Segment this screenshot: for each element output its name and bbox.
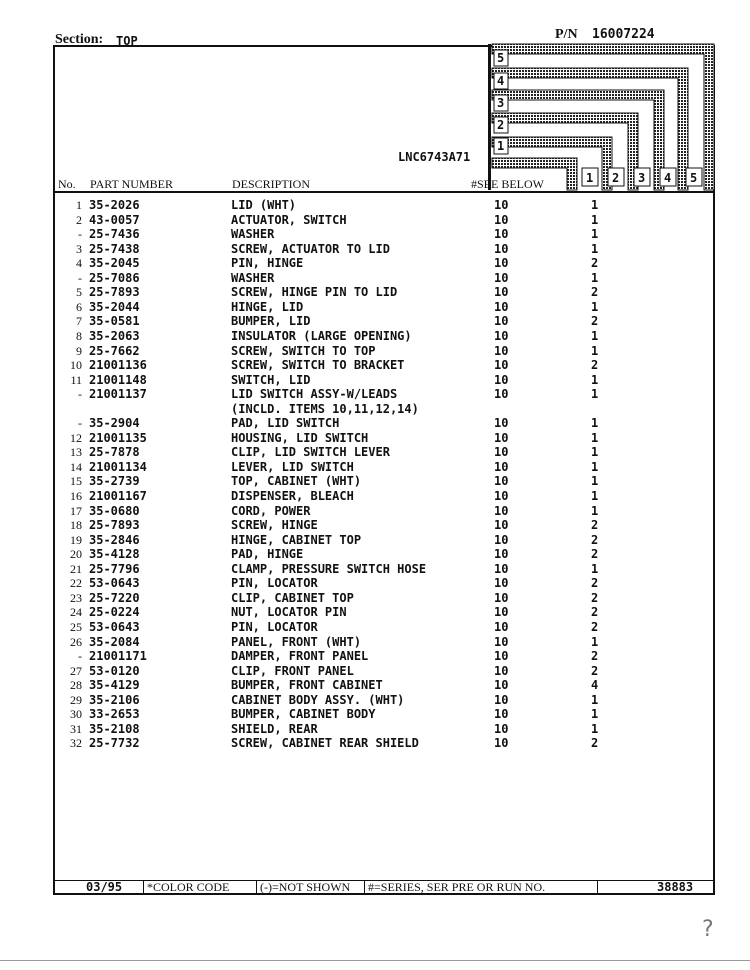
row-number: 20 — [70, 547, 82, 562]
row-number: 17 — [70, 503, 82, 518]
row-number: 15 — [70, 474, 82, 489]
row-quantity: 2 — [591, 649, 599, 664]
row-series: 10 — [494, 299, 509, 314]
row-description: CLIP, CABINET TOP — [231, 590, 354, 605]
row-part-number: 35-4128 — [89, 547, 140, 562]
row-quantity: 1 — [591, 387, 599, 402]
row-series: 10 — [494, 692, 509, 707]
row-number: 18 — [70, 518, 82, 533]
table-row — [0, 635, 750, 649]
row-series: 10 — [494, 227, 509, 242]
row-quantity: 2 — [591, 547, 599, 562]
row-number: 21 — [70, 561, 82, 576]
table-row — [0, 547, 750, 561]
row-part-number: 25-7662 — [89, 343, 140, 358]
row-series: 10 — [494, 605, 509, 620]
row-description: CORD, POWER — [231, 503, 311, 518]
pn-label: P/N — [555, 27, 578, 42]
table-row — [0, 620, 750, 634]
series-label-3: 3 — [497, 96, 505, 110]
row-description: HOUSING, LID SWITCH — [231, 430, 369, 445]
row-series: 10 — [494, 663, 509, 678]
table-row — [0, 329, 750, 343]
page-edge-rule — [0, 960, 750, 961]
row-series: 10 — [494, 474, 509, 489]
row-quantity: 2 — [591, 590, 599, 605]
row-number: 9 — [76, 343, 82, 358]
row-quantity: 1 — [591, 212, 599, 227]
row-description: SCREW, SWITCH TO BRACKET — [231, 358, 405, 373]
row-number: 6 — [76, 299, 82, 314]
footer-divider — [364, 880, 365, 894]
row-description: LID SWITCH ASSY-W/LEADS — [231, 387, 398, 402]
table-row — [0, 271, 750, 285]
row-description: LID (WHT) — [231, 198, 297, 212]
row-part-number: 35-2044 — [89, 299, 140, 314]
row-number: 4 — [76, 256, 82, 271]
row-part-number: 21001137 — [89, 387, 147, 402]
row-quantity: 2 — [591, 532, 599, 547]
table-row — [0, 242, 750, 256]
footer-series-note: #=SERIES, SER PRE OR RUN NO. — [368, 880, 546, 894]
row-number: 11 — [70, 372, 82, 387]
row-part-number: 35-2026 — [89, 198, 140, 212]
row-description: INSULATOR (LARGE OPENING) — [231, 328, 412, 343]
table-row — [0, 402, 750, 416]
row-series: 10 — [494, 707, 509, 722]
row-series: 10 — [494, 532, 509, 547]
table-row — [0, 605, 750, 619]
row-part-number: 53-0120 — [89, 663, 140, 678]
table-row — [0, 474, 750, 488]
table-row — [0, 416, 750, 430]
header-rule — [53, 191, 715, 193]
row-part-number: 35-2084 — [89, 634, 140, 649]
row-description: HINGE, CABINET TOP — [231, 532, 362, 547]
row-part-number: 33-2653 — [89, 707, 140, 722]
row-series: 10 — [494, 328, 509, 343]
footer-not-shown: (-)=NOT SHOWN — [260, 880, 351, 894]
row-description: SWITCH, LID — [231, 372, 311, 387]
row-description: DISPENSER, BLEACH — [231, 489, 354, 503]
table-row — [0, 504, 750, 518]
row-series: 10 — [494, 503, 509, 518]
row-number: 27 — [70, 663, 82, 678]
row-quantity: 2 — [591, 314, 599, 329]
row-part-number: 35-2045 — [89, 256, 140, 271]
row-number: 31 — [70, 721, 82, 736]
row-description: SHIELD, REAR — [231, 721, 318, 736]
table-row — [0, 576, 750, 590]
table-row — [0, 431, 750, 445]
row-description: CABINET BODY ASSY. (WHT) — [231, 692, 405, 707]
row-part-number: 21001136 — [89, 358, 147, 373]
series-col-2: 2 — [612, 171, 620, 185]
row-description: SCREW, ACTUATOR TO LID — [231, 241, 390, 256]
row-number: 7 — [76, 314, 82, 329]
table-row — [0, 533, 750, 547]
row-description: SCREW, CABINET REAR SHIELD — [231, 736, 419, 751]
table-row — [0, 445, 750, 459]
pn-value: 16007224 — [592, 27, 655, 42]
table-row — [0, 562, 750, 576]
margin-mark: ? — [702, 917, 714, 942]
table-row — [0, 373, 750, 387]
row-quantity: 1 — [591, 489, 599, 503]
row-series: 10 — [494, 430, 509, 445]
row-number: 2 — [76, 212, 82, 227]
row-number: 14 — [70, 459, 82, 474]
row-number: 13 — [70, 445, 82, 460]
row-series: 10 — [494, 372, 509, 387]
row-description: PANEL, FRONT (WHT) — [231, 634, 362, 649]
row-description: PAD, LID SWITCH — [231, 416, 340, 431]
col-header-description: DESCRIPTION — [232, 177, 311, 191]
row-series: 10 — [494, 445, 509, 460]
row-number: 12 — [70, 430, 82, 445]
row-part-number: 35-2739 — [89, 474, 140, 489]
table-row — [0, 227, 750, 241]
section-label: Section: — [55, 32, 104, 47]
col-header-no: No. — [58, 177, 76, 191]
table-row — [0, 707, 750, 721]
row-series: 10 — [494, 256, 509, 271]
footer-doc-number: 38883 — [657, 880, 694, 894]
row-quantity: 4 — [591, 678, 599, 693]
row-part-number: 53-0643 — [89, 576, 140, 591]
row-part-number: 35-2108 — [89, 721, 140, 736]
row-part-number: 53-0643 — [89, 619, 140, 634]
row-description: NUT, LOCATOR PIN — [231, 605, 347, 620]
series-col-1: 1 — [586, 171, 594, 185]
row-quantity: 1 — [591, 343, 599, 358]
row-description: WASHER — [231, 270, 275, 285]
row-series: 10 — [494, 489, 509, 503]
row-part-number: 35-2106 — [89, 692, 140, 707]
row-quantity: 2 — [591, 518, 599, 533]
table-row — [0, 722, 750, 736]
row-number: 28 — [70, 678, 82, 693]
row-quantity: 1 — [591, 372, 599, 387]
table-row — [0, 387, 750, 401]
row-series: 10 — [494, 619, 509, 634]
table-row — [0, 518, 750, 532]
table-row — [0, 344, 750, 358]
series-col-5: 5 — [690, 171, 698, 185]
row-number: 30 — [70, 707, 82, 722]
row-series: 10 — [494, 285, 509, 300]
row-number: 29 — [70, 692, 82, 707]
series-col-4: 4 — [664, 171, 672, 185]
row-part-number: 21001171 — [89, 649, 147, 664]
table-row — [0, 460, 750, 474]
footer-color-code: *COLOR CODE — [147, 880, 230, 894]
row-series: 10 — [494, 547, 509, 562]
row-description: BUMPER, CABINET BODY — [231, 707, 376, 722]
row-description: LEVER, LID SWITCH — [231, 459, 354, 474]
row-part-number: 21001135 — [89, 430, 147, 445]
row-number: - — [78, 649, 82, 664]
row-part-number: 25-7086 — [89, 270, 140, 285]
row-quantity: 1 — [591, 241, 599, 256]
row-quantity: 1 — [591, 634, 599, 649]
row-part-number: 25-7878 — [89, 445, 140, 460]
model-code: LNC6743A71 — [398, 150, 471, 164]
row-series: 10 — [494, 649, 509, 664]
series-label-2: 2 — [497, 118, 505, 132]
row-description: PAD, HINGE — [231, 547, 304, 562]
row-series: 10 — [494, 387, 509, 402]
row-series: 10 — [494, 634, 509, 649]
row-number: 26 — [70, 634, 82, 649]
row-description: PIN, HINGE — [231, 256, 304, 271]
row-number: 3 — [76, 241, 82, 256]
section-value: TOP — [116, 34, 138, 48]
series-col-3: 3 — [638, 171, 646, 185]
row-part-number: 25-7796 — [89, 561, 140, 576]
row-quantity: 1 — [591, 430, 599, 445]
row-quantity: 1 — [591, 459, 599, 474]
table-row — [0, 489, 750, 503]
row-quantity: 1 — [591, 707, 599, 722]
row-series: 10 — [494, 459, 509, 474]
row-quantity: 1 — [591, 328, 599, 343]
row-description: CLIP, LID SWITCH LEVER — [231, 445, 390, 460]
row-series: 10 — [494, 270, 509, 285]
row-quantity: 2 — [591, 605, 599, 620]
row-quantity: 1 — [591, 416, 599, 431]
row-quantity: 1 — [591, 474, 599, 489]
row-description: CLAMP, PRESSURE SWITCH HOSE — [231, 561, 427, 576]
table-row — [0, 664, 750, 678]
row-part-number: 35-4129 — [89, 678, 140, 693]
table-row — [0, 314, 750, 328]
row-part-number: 25-7436 — [89, 227, 140, 242]
row-quantity: 1 — [591, 721, 599, 736]
row-number: 32 — [70, 736, 82, 751]
row-description: ACTUATOR, SWITCH — [231, 212, 347, 227]
row-series: 10 — [494, 736, 509, 751]
row-quantity: 2 — [591, 619, 599, 634]
row-description: BUMPER, LID — [231, 314, 311, 329]
row-quantity: 1 — [591, 299, 599, 314]
row-description: SCREW, SWITCH TO TOP — [231, 343, 376, 358]
row-part-number: 25-7220 — [89, 590, 140, 605]
table-row — [0, 300, 750, 314]
row-part-number: 25-7893 — [89, 285, 140, 300]
footer-divider — [143, 880, 144, 894]
row-number: - — [78, 416, 82, 431]
table-row — [0, 213, 750, 227]
row-number: 23 — [70, 590, 82, 605]
row-number: 5 — [76, 285, 82, 300]
row-quantity: 1 — [591, 561, 599, 576]
table-row — [0, 285, 750, 299]
row-part-number: 35-2846 — [89, 532, 140, 547]
row-part-number: 35-0581 — [89, 314, 140, 329]
row-description: PIN, LOCATOR — [231, 576, 318, 591]
row-number: 24 — [70, 605, 82, 620]
footer-divider — [256, 880, 257, 894]
row-part-number: 25-7438 — [89, 241, 140, 256]
row-part-number: 35-2063 — [89, 328, 140, 343]
row-series: 10 — [494, 576, 509, 591]
row-part-number: 21001167 — [89, 489, 147, 503]
col-header-see-below: #SEE BELOW — [471, 177, 544, 191]
row-description: WASHER — [231, 227, 275, 242]
row-description: BUMPER, FRONT CABINET — [231, 678, 383, 693]
row-number: 16 — [70, 489, 82, 503]
row-number: - — [78, 227, 82, 242]
row-quantity: 2 — [591, 358, 599, 373]
row-number: 8 — [76, 328, 82, 343]
row-description: (INCLD. ITEMS 10,11,12,14) — [231, 401, 419, 416]
footer-divider — [597, 880, 598, 894]
row-quantity: 1 — [591, 692, 599, 707]
row-series: 10 — [494, 416, 509, 431]
row-description: HINGE, LID — [231, 299, 304, 314]
row-quantity: 1 — [591, 270, 599, 285]
row-part-number: 35-0680 — [89, 503, 140, 518]
row-number: - — [78, 270, 82, 285]
footer-date: 03/95 — [86, 880, 123, 894]
row-quantity: 1 — [591, 227, 599, 242]
row-series: 10 — [494, 198, 509, 212]
series-label-1: 1 — [497, 139, 505, 153]
row-number: 19 — [70, 532, 82, 547]
table-row — [0, 591, 750, 605]
table-row — [0, 256, 750, 270]
row-description: SCREW, HINGE PIN TO LID — [231, 285, 398, 300]
row-series: 10 — [494, 721, 509, 736]
table-row — [0, 358, 750, 372]
row-quantity: 1 — [591, 198, 599, 212]
row-part-number: 21001134 — [89, 459, 147, 474]
series-label-5: 5 — [497, 51, 505, 65]
row-part-number: 43-0057 — [89, 212, 140, 227]
row-part-number: 25-0224 — [89, 605, 140, 620]
row-quantity: 2 — [591, 256, 599, 271]
row-series: 10 — [494, 212, 509, 227]
row-description: DAMPER, FRONT PANEL — [231, 649, 369, 664]
row-part-number: 35-2904 — [89, 416, 140, 431]
row-series: 10 — [494, 241, 509, 256]
row-description: SCREW, HINGE — [231, 518, 318, 533]
row-series: 10 — [494, 343, 509, 358]
row-series: 10 — [494, 590, 509, 605]
row-number: 22 — [70, 576, 82, 591]
row-quantity: 2 — [591, 576, 599, 591]
row-description: CLIP, FRONT PANEL — [231, 663, 354, 678]
row-series: 10 — [494, 314, 509, 329]
row-quantity: 2 — [591, 663, 599, 678]
series-label-4: 4 — [497, 74, 505, 88]
row-number: 1 — [76, 198, 82, 212]
row-part-number: 25-7893 — [89, 518, 140, 533]
row-part-number: 25-7732 — [89, 736, 140, 751]
row-series: 10 — [494, 561, 509, 576]
row-quantity: 2 — [591, 285, 599, 300]
row-quantity: 1 — [591, 445, 599, 460]
row-number: 25 — [70, 619, 82, 634]
row-part-number: 21001148 — [89, 372, 147, 387]
row-number: - — [78, 387, 82, 402]
row-series: 10 — [494, 518, 509, 533]
row-description: PIN, LOCATOR — [231, 619, 318, 634]
table-row — [0, 198, 750, 212]
series-key-diagram — [480, 40, 716, 192]
row-quantity: 1 — [591, 503, 599, 518]
row-series: 10 — [494, 358, 509, 373]
table-row — [0, 736, 750, 750]
row-description: TOP, CABINET (WHT) — [231, 474, 362, 489]
col-header-part-number: PART NUMBER — [90, 177, 173, 191]
row-number: 10 — [70, 358, 82, 373]
table-row — [0, 678, 750, 692]
row-quantity: 2 — [591, 736, 599, 751]
table-row — [0, 649, 750, 663]
table-row — [0, 693, 750, 707]
row-series: 10 — [494, 678, 509, 693]
